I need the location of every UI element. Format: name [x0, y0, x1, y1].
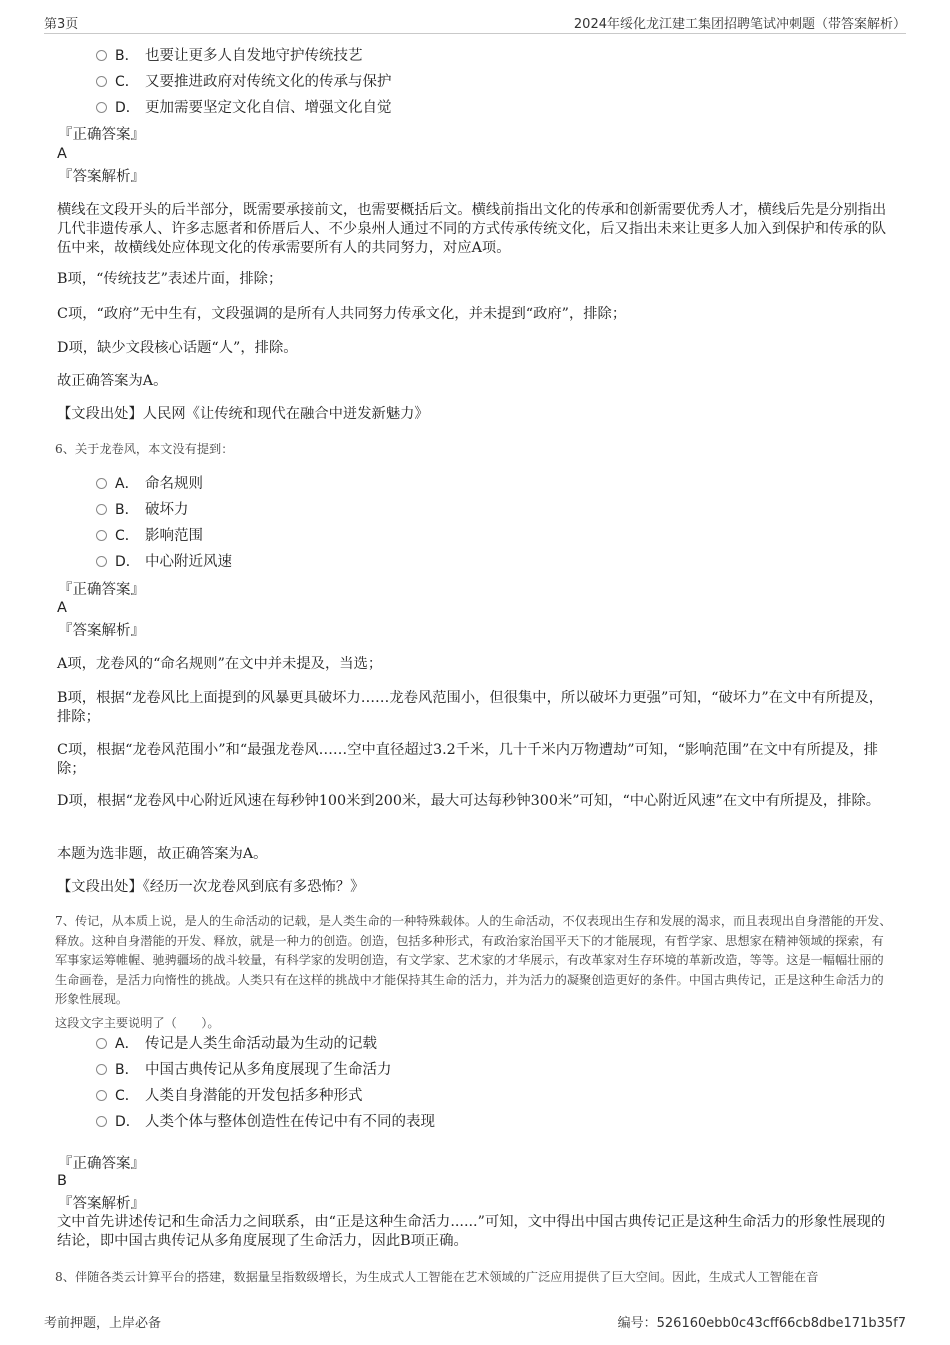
q5-option-b[interactable]: B． 也要让更多人自发地守护传统技艺	[96, 46, 363, 66]
q6-option-a[interactable]: A． 命名规则	[96, 474, 203, 494]
q6-question: 6、关于龙卷风，本文没有提到：	[55, 442, 234, 456]
q6-analysis-a: A项，龙卷风的“命名规则”在文中并未提及，当选；	[57, 656, 383, 672]
q7-question: 7、传记，从本质上说，是人的生命活动的记载，是人类生命的一种特殊载体。人的生命活动，不仅表现出生存和发展的渴求，而且表现出自身潜能的开发、释放。这种自身潜能的开发、释放，就是一种力的创造。创造，包括多种形式，有政治家治国平天下的才能展现，有哲学家、思想家在精神领域的探索，有军事家运筹帷幄、驰骋疆场的战斗较量，有科学家的发明创造，有文学家、艺术家的才华展示，有改革家对生存环境的革新改造，等等。这是一幅幅壮丽的生命画卷，是活力向惰性的挑战。人类只有在这样的挑战中才能保持其生命的活力，并为活力的凝聚创造更好的条件。中国古典传记，正是这种生命活力的形象性展现。	[55, 914, 892, 1006]
radio-icon[interactable]	[96, 478, 107, 489]
footer-serial: 编号：526160ebb0c43cff66cb8dbe171b35f7	[617, 1316, 906, 1331]
q8-question: 8、伴随各类云计算平台的搭建，数据量呈指数级增长，为生成式人工智能在艺术领域的广泛应用提供了巨大空间。因此，生成式人工智能在音	[55, 1270, 819, 1284]
q6-analysis-d: D项，根据“龙卷风中心附近风速在每秒钟100米到200米，最大可达每秒钟300米”可知，“中心附近风速”在文中有所提及，排除。	[57, 793, 881, 809]
radio-icon[interactable]	[96, 556, 107, 567]
radio-icon[interactable]	[96, 1038, 107, 1049]
q7-option-b[interactable]: B． 中国古典传记从多角度展现了生命活力	[96, 1060, 392, 1080]
q5-answer-label: 『正确答案』	[58, 127, 145, 143]
q7-analysis-label: 『答案解析』	[58, 1196, 145, 1212]
q5-analysis-label: 『答案解析』	[58, 169, 145, 185]
radio-icon[interactable]	[96, 50, 107, 61]
radio-icon[interactable]	[96, 1064, 107, 1075]
q5-source: 【文段出处】人民网《让传统和现代在融合中迸发新魅力》	[57, 406, 429, 422]
q5-conclusion: 故正确答案为A。	[57, 373, 168, 389]
q5-option-d[interactable]: D． 更加需要坚定文化自信、增强文化自觉	[96, 98, 392, 118]
q5-option-c[interactable]: C． 又要推进政府对传统文化的传承与保护	[96, 72, 392, 92]
q6-answer: A	[57, 600, 67, 616]
q6-conclusion: 本题为选非题，故正确答案为A。	[57, 846, 268, 862]
q7-option-c[interactable]: C． 人类自身潜能的开发包括多种形式	[96, 1086, 363, 1106]
radio-icon[interactable]	[96, 1090, 107, 1101]
page-number: 第3页	[44, 17, 79, 32]
q7-option-a[interactable]: A． 传记是人类生命活动最为生动的记载	[96, 1034, 377, 1054]
radio-icon[interactable]	[96, 530, 107, 541]
radio-icon[interactable]	[96, 76, 107, 87]
q6-analysis-c: C项，根据“龙卷风范围小”和“最强龙卷风……空中直径超过3.2千米，几十千米内万物遭劫”可知，“影响范围”在文中有所提及，排除；	[57, 742, 878, 777]
q6-answer-label: 『正确答案』	[58, 582, 145, 598]
q6-analysis-b: B项，根据“龙卷风比上面提到的风暴更具破坏力……龙卷风范围小，但很集中，所以破坏力更强”可知，“破坏力”在文中有所提及，排除；	[57, 690, 884, 725]
q6-option-d[interactable]: D． 中心附近风速	[96, 552, 232, 572]
q5-analysis-c: C项，“政府”无中生有，文段强调的是所有人共同努力传承文化，并未提到“政府”，排除；	[57, 306, 627, 322]
radio-icon[interactable]	[96, 504, 107, 515]
radio-icon[interactable]	[96, 102, 107, 113]
q6-source: 【文段出处】《经历一次龙卷风到底有多恐怖？》	[57, 879, 365, 895]
q5-analysis-b: B项，“传统技艺”表述片面，排除；	[57, 271, 283, 287]
q5-analysis-d: D项，缺少文段核心话题“人”，排除。	[57, 340, 298, 356]
q7-answer: B	[57, 1173, 67, 1189]
page-header	[44, 13, 906, 34]
radio-icon[interactable]	[96, 1116, 107, 1127]
q7-prompt: 这段文字主要说明了（ ）。	[55, 1016, 220, 1030]
q6-option-b[interactable]: B． 破坏力	[96, 500, 189, 520]
q6-option-c[interactable]: C． 影响范围	[96, 526, 203, 546]
footer-slogan: 考前押题，上岸必备	[44, 1316, 162, 1331]
q5-answer: A	[57, 146, 67, 162]
q7-answer-label: 『正确答案』	[58, 1156, 145, 1172]
page-footer	[44, 1312, 906, 1330]
q7-option-d[interactable]: D． 人类个体与整体创造性在传记中有不同的表现	[96, 1112, 435, 1132]
q7-analysis: 文中首先讲述传记和生命活力之间联系，由“正是这种生命活力......”可知，文中得出中国古典传记正是这种生命活力的形象性展现的结论，即中国古典传记从多角度展现了生命活力，因此B项正确。	[57, 1214, 886, 1249]
document-title: 2024年绥化龙江建工集团招聘笔试冲刺题（带答案解析）	[573, 17, 906, 32]
q5-analysis-main: 横线在文段开头的后半部分，既需要承接前文，也需要概括后文。横线前指出文化的传承和创新需要优秀人才，横线后先是分别指出几代非遗传承人、许多志愿者和侨厝后人、不少泉州人通过不同的方式传承传统文化，后又指出未来让更多人加入到保护和传承的队伍中来，故横线处应体现文化的传承需要所有人的共同努力，对应A项。	[57, 202, 887, 256]
q6-analysis-label: 『答案解析』	[58, 623, 145, 639]
